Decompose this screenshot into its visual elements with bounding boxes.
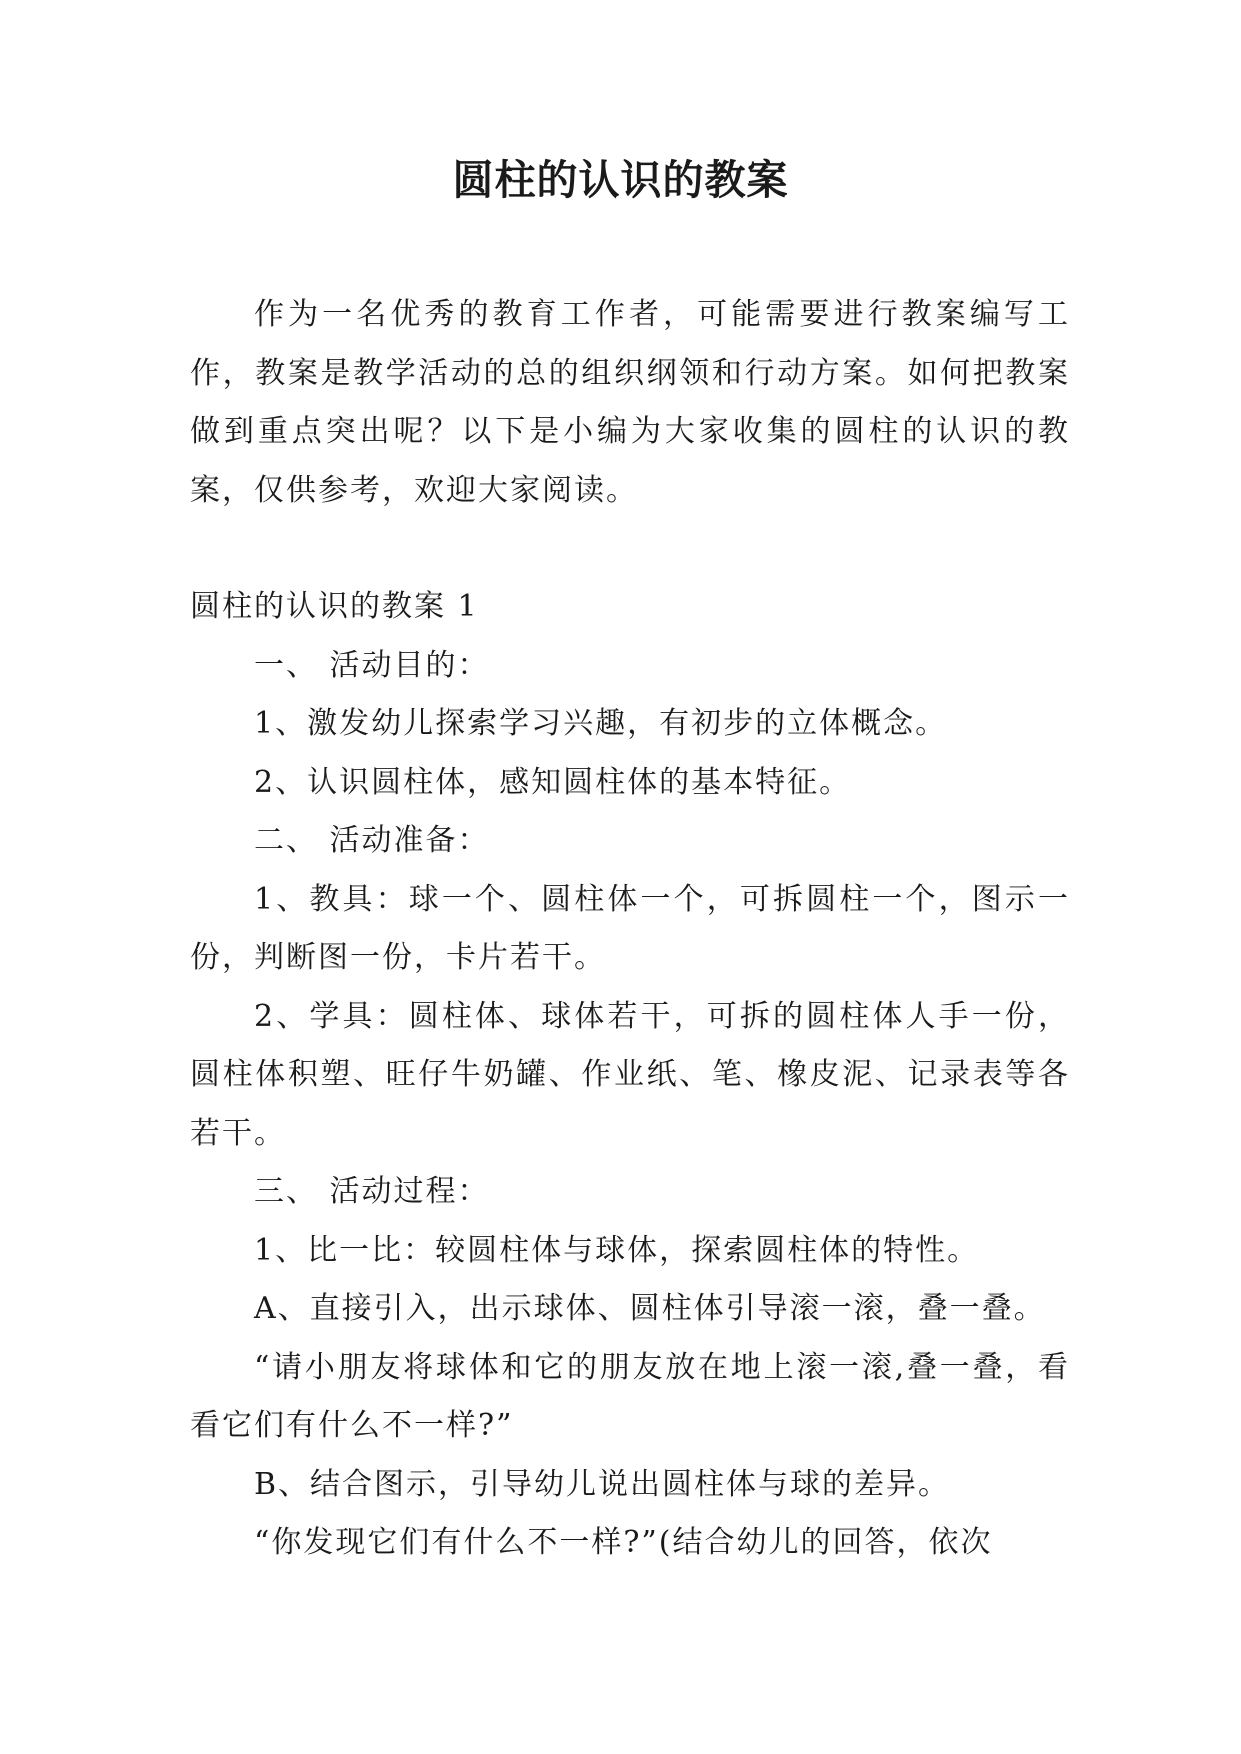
goal-item-1: 1、激发幼儿探索学习兴趣，有初步的立体概念。 (254, 706, 948, 741)
goal-item-2: 2、认识圆柱体，感知圆柱体的基本特征。 (254, 764, 852, 800)
preparation-heading: 二、 活动准备： (254, 823, 490, 858)
goals-heading: 一、 活动目的： (254, 647, 490, 683)
process-step-a: A、直接引入，出示球体、圆柱体引导滚一滚，叠一叠。 (254, 1291, 1046, 1326)
process-item-1: 1、比一比：较圆柱体与球体，探索圆柱体的特性。 (254, 1232, 980, 1268)
document-title: 圆柱的认识的教案 (452, 156, 789, 204)
preparation-item-2: 2、学具：圆柱体、球体若干，可拆的圆柱体人手一份，圆柱体积塑、旺仔牛奶罐、作业纸、笔、橡皮泥、记录表等各若干。 (190, 998, 1070, 1151)
preparation-item-1: 1、教具：球一个、圆柱体一个，可拆圆柱一个，图示一份，判断图一份，卡片若干。 (190, 881, 1070, 975)
process-heading: 三、 活动过程： (254, 1174, 490, 1209)
paragraph-spacer (190, 520, 1070, 578)
process-quote-1: “请小朋友将球体和它的朋友放在地上滚一滚,叠一叠，看看它们有什么不一样?” (190, 1349, 1070, 1443)
process-step-b: B、结合图示，引导幼儿说出圆柱体与球的差异。 (254, 1466, 951, 1502)
process-quote-2: “你发现它们有什么不一样?”(结合幼儿的回答，依次 (254, 1525, 993, 1560)
document-body (190, 286, 1070, 1573)
section-heading: 圆柱的认识的教案 1 (190, 589, 479, 624)
intro-paragraph: 作为一名优秀的教育工作者，可能需要进行教案编写工作，教案是教学活动的总的组织纲领和行动方案。如何把教案做到重点突出呢？以下是小编为大家收集的圆柱的认识的教案，仅供参考，欢迎大家阅读。 (190, 297, 1070, 508)
